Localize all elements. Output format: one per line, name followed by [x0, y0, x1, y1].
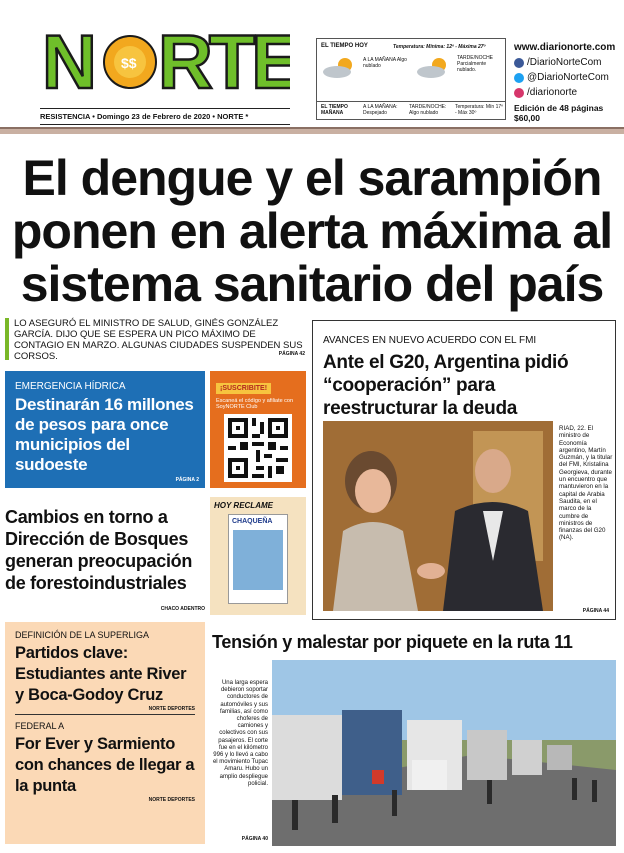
page-ref: NORTE DEPORTES	[148, 706, 195, 712]
weather-tomorrow-morning: A LA MAÑANA: Despejado	[363, 104, 398, 116]
weather-morning: A LA MAÑANA Algo nublado	[363, 57, 407, 69]
dateline: RESISTENCIA • Domingo 23 de Febrero de 2020 • NORTE *	[40, 108, 290, 125]
logo	[40, 20, 290, 100]
ruta-text: Una larga espera debieron soportar conductores de automóviles y sus familias, así como choferes de camiones y colectivos con sus pasajeros. El corte fue en el kilómetro 996 y lo llevó a cabo el movimiento Tupac Amaru. Hubo un amplio despliegue policial.	[212, 680, 268, 787]
svg-text:$$: $$	[121, 55, 137, 71]
page-ref: CHACO ADENTRO	[160, 606, 205, 612]
twitter-link[interactable]: @DiarioNorteCom	[514, 70, 624, 85]
subscribe-text: Escaneá el código y afiliate con SoyNORTE Club	[216, 398, 294, 410]
edition-pages: Edición de 48 páginas	[514, 103, 604, 113]
svg-text:RTE: RTE	[158, 20, 290, 100]
divider	[15, 714, 195, 715]
masthead-rule	[0, 127, 624, 134]
page-ref: PÁGINA 2	[175, 477, 199, 483]
weather-tomorrow-label: EL TIEMPO MAÑANA	[321, 104, 348, 116]
page-ref: PÁGINA 40	[241, 836, 268, 842]
cloud-sun-icon	[321, 56, 361, 80]
weather-temps: Temperatura: Mínima: 12º - Máxima 27º	[393, 44, 486, 50]
magazine-cover	[228, 514, 288, 604]
page-ref: NORTE DEPORTES	[148, 797, 195, 803]
fmi-story[interactable]	[312, 320, 616, 620]
subhead-text: LO ASEGURÓ EL MINISTRO DE SALUD, GINÉS GONZÁLEZ GARCÍA. DIJO QUE SE ESPERA UN PICO MÁXIMO DE CONTAGIO EN MARZO. ALGUNAS CIUDADES SUSPENDEN SUS CORSOS.	[14, 318, 303, 362]
reclame-promo[interactable]	[210, 497, 306, 615]
sports-box[interactable]	[5, 622, 205, 844]
ruta-headline[interactable]: Tensión y malestar por piquete en la ruta 11	[212, 632, 573, 652]
facebook-link[interactable]: /DiarioNorteCom	[514, 55, 624, 70]
page-ref: PÁGINA 44	[582, 608, 609, 614]
ruta-photo	[272, 660, 616, 846]
story-kicker: DEFINICIÓN DE LA SUPERLIGA	[15, 630, 150, 640]
weather-title: EL TIEMPO HOY	[321, 43, 368, 49]
qr-code-icon[interactable]	[224, 414, 292, 482]
story-kicker: FEDERAL A	[15, 721, 65, 731]
story-headline[interactable]: Partidos clave: Estudiantes ante River y Boca-Godoy Cruz	[15, 644, 187, 704]
emergencia-story[interactable]	[5, 371, 205, 488]
instagram-link[interactable]: /diarionorte	[514, 85, 624, 100]
story-headline[interactable]: Destinarán 16 millones de pesos para once municipios del sudoeste	[15, 395, 194, 474]
website-link[interactable]: www.diarionorte.com	[514, 42, 616, 53]
story-headline[interactable]: For Ever y Sarmiento con chances de llegar a la punta	[15, 735, 195, 795]
main-subhead	[5, 318, 305, 360]
story-kicker: EMERGENCIA HÍDRICA	[15, 381, 126, 392]
weather-box	[316, 38, 506, 120]
story-headline[interactable]: Ante el G20, Argentina pidió “cooperación” para reestructurar la deuda	[323, 352, 569, 419]
magazine-title: CHAQUEÑA	[232, 518, 273, 525]
logo-wordmark: N	[42, 20, 93, 100]
story-kicker: AVANCES EN NUEVO ACUERDO CON EL FMI	[323, 335, 537, 346]
fmi-photo	[323, 421, 553, 611]
subscribe-badge: ¡SUSCRIBITE!	[216, 383, 271, 394]
main-headline[interactable]: El dengue y el sarampión ponen en alerta máxima al sistema sanitario del país	[11, 150, 613, 312]
weather-evening: TARDE/NOCHE Parcialmente nublado.	[457, 55, 494, 73]
twitter-icon	[514, 73, 524, 83]
subscribe-promo[interactable]	[210, 371, 306, 488]
edition-price: $60,00	[514, 113, 540, 123]
page-ref: PÁGINA 42	[278, 351, 305, 357]
sun-icon	[104, 36, 156, 88]
weather-tomorrow-temps: Temperatura: Mín 17º - Máx 30º	[455, 104, 503, 116]
bosques-story[interactable]	[5, 506, 205, 612]
cloud-sun-icon	[415, 56, 455, 80]
instagram-icon	[514, 88, 524, 98]
edition-info	[514, 103, 603, 123]
photo-caption: RIAD, 22. El ministro de Economía argentino, Martín Guzmán, y la titular del FMI, Kristalina Georgieva, durante un encuentro que mantuvieron en la capital de Arabia Saudita, en el marco de la cumbre de ministros de finanzas del G20 (NA).	[559, 425, 613, 542]
story-headline[interactable]: Cambios en torno a Dirección de Bosques generan preocupación de forestoindustriales	[5, 507, 193, 593]
facebook-icon	[514, 58, 524, 68]
social-links	[514, 40, 624, 100]
reclame-label: HOY RECLAME	[214, 501, 273, 510]
weather-tomorrow-evening: TARDE/NOCHE: Algo nublado	[409, 104, 447, 116]
